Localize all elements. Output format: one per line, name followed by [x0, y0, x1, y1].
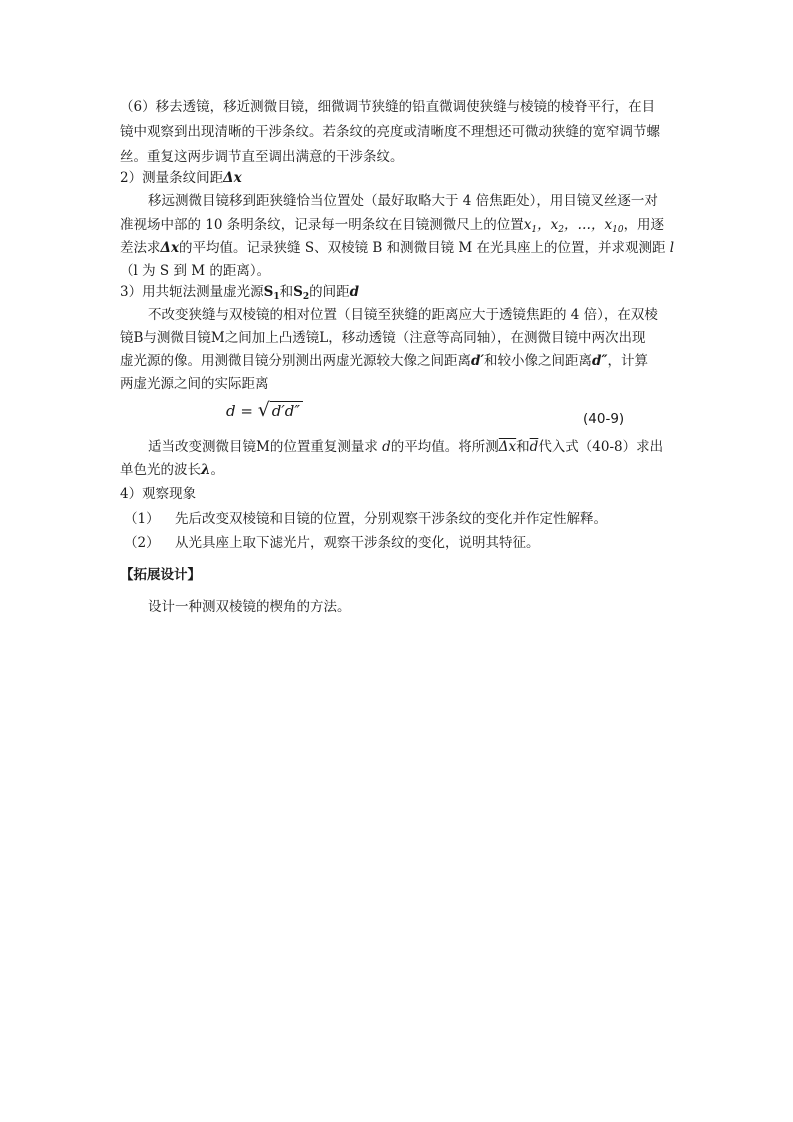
section3-line-5c: 和 [516, 439, 530, 455]
radical-sign: √ [257, 399, 270, 421]
section2-line-4: （l 为 S 到 M 的距离）。 [120, 263, 271, 279]
delta-x-symbol: Δx [223, 170, 242, 186]
formula-lhs: d = [226, 402, 258, 420]
d-double-prime-symbol: d″ [592, 353, 608, 369]
observation-1-text: 先后改变双棱镜和目镜的位置，分别观察干涉条纹的变化并作定性解释。 [175, 511, 607, 527]
section3-line-5d: 代入式（40-8）求出 [538, 439, 664, 455]
section2-line-2 [120, 215, 664, 235]
sqrt-expression [257, 399, 303, 421]
section3-line-1: 不改变狭缝与双棱镜的相对位置（目镜至狭缝的距离应大于透镜焦距的 4 倍），在双棱 [148, 307, 658, 323]
section2-heading [120, 168, 242, 188]
step6-line-2: 镜中观察到出现清晰的干涉条纹。若条纹的亮度或清晰度不理想还可微动狭缝的宽窄调节螺 [120, 124, 660, 140]
section3-heading-a: 3）用共轭法测量虚光源 [120, 284, 264, 300]
section2-line-2b: ，用逐 [623, 217, 665, 233]
s2-symbol: $S_2$ [293, 284, 310, 302]
formula-radicand: d′d″ [270, 401, 303, 420]
section3-line-6 [120, 460, 224, 480]
section3-line-6b: 。 [210, 462, 224, 478]
section2-line-1: 移远测微目镜移到距狭缝恰当位置处（最好取略大于 4 倍焦距处），用目镜叉丝逐一对 [148, 193, 658, 209]
extension-text: 设计一种测双棱镜的楔角的方法。 [148, 599, 351, 615]
section2-heading-text: 2）测量条纹间距 [120, 170, 224, 186]
section2-line-3a: 差法求 [120, 240, 161, 256]
section3-heading-b: 和 [279, 284, 294, 300]
section2-line-3b: 的平均值。记录狭缝 S、双棱镜 B 和测微目镜 M 在光具座上的位置，并求观测距 [179, 240, 666, 256]
section2-line-2a: 准视场中部的 10 条明条纹，记录每一明条纹在目镜测微尺上的位置 [120, 217, 524, 233]
section3-line-2: 镜B与测微目镜M之间加上凸透镜L，移动透镜（注意等高同轴），在测微目镜中两次出现 [120, 330, 646, 346]
extension-heading: 【拓展设计】 [120, 567, 201, 583]
section3-line-5 [148, 437, 663, 457]
section3-line-6a: 单色光的波长 [120, 462, 201, 478]
delta-x-mean-symbol: $\overline{\Delta x}$ [498, 439, 517, 455]
s1-symbol: $S_1$ [263, 284, 280, 302]
formula-40-9 [226, 399, 303, 421]
d-prime-symbol: d′ [471, 353, 484, 369]
lambda-symbol: λ [201, 462, 211, 478]
step6-line-1: （6）移去透镜，移近测微目镜，细微调节狭缝的铅直微调使狭缝与棱镜的棱脊平行，在目 [120, 99, 656, 115]
l-symbol: l [669, 240, 675, 256]
step6-line-3: 丝。重复这两步调节直至调出满意的干涉条纹。 [120, 149, 404, 165]
observation-2-text: 从光具座上取下滤光片，观察干涉条纹的变化，说明其特征。 [175, 535, 540, 551]
delta-x-symbol-2: Δx [160, 240, 180, 256]
section3-line-5a: 适当改变测微目镜M的位置重复测量求 [148, 439, 378, 455]
section2-line-3 [120, 238, 674, 258]
section3-line-5b: 的平均值。将所测 [390, 439, 499, 455]
x-positions-math: $x_1$，$x_2$，…，$x_{10}$ [523, 217, 624, 235]
section4-heading: 4）观察现象 [120, 486, 197, 502]
section3-line-3 [120, 351, 648, 371]
section3-heading-c: 的间距 [309, 284, 350, 300]
d-symbol: d [349, 284, 360, 300]
section3-heading [120, 282, 359, 302]
d-bar-symbol: $\overline{d}$ [529, 439, 539, 455]
d-mean-symbol: d [382, 439, 391, 455]
section3-line-3b: 和较小像之间距离 [484, 353, 592, 369]
section3-line-4: 两虚光源之间的实际距离 [120, 376, 269, 392]
observation-1-number: （1） [124, 511, 160, 527]
section3-line-3a: 虚光源的像。用测微目镜分别测出两虚光源较大像之间距离 [120, 353, 471, 369]
observation-2-number: （2） [124, 535, 160, 551]
equation-number: (40-9) [583, 411, 625, 427]
section3-line-3c: ，计算 [607, 353, 648, 369]
